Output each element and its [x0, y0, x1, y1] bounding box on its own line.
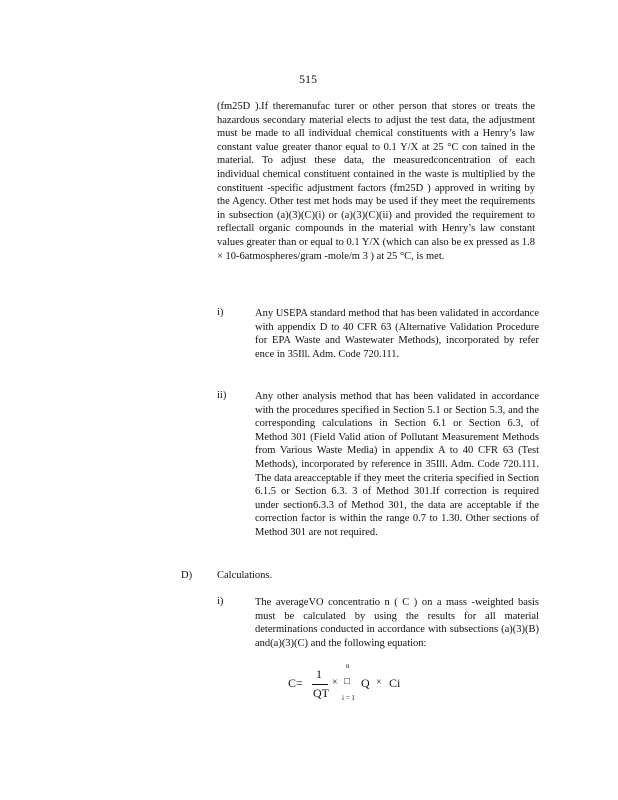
item-label-i: i) — [217, 307, 224, 318]
sum-lower-limit: i = 1 — [342, 694, 355, 702]
item-label-ii: ii) — [217, 390, 227, 401]
section-d-item-body: The averageVO concentratio n ( C ) on a mass -weighted basis must be calculated by using the results for all material determinations conducted in accordance with subsections (a)(3)(B) and(a)(3)(C) and the following equation: — [255, 597, 539, 649]
page-number: 515 — [299, 72, 317, 86]
section-d-item-label: i) — [217, 596, 224, 607]
intro-paragraph: (fm25D ).If theremanufac turer or other person that stores or treats the hazardous secondary material elects to adjust the test data, the adjustment must be made to all individual chemical constituents with a Henry’s law constant value greater thanor equal to 0.1 Y/X at 25 °C con tained in the material. To adjust these data, the measuredconcentration of each individual chemical constituent contained in the waste is multiplied by the constituent -specific adjustment factors (fm25D ) approved in writing by the Agency. Other test met hods may be used if they meet the requirements in subsection (a)(3)(C)(i) or (a)(3)(C)(ii) and provided the requirement to reflectall organic compounds in the material with Henry’s law constant values greater than or equal to 0.1 Y/X (which can also be ex pressed as 1.8 × 10-6atmospheres/gram -mole/m 3 ) at 25 °C, is met. — [217, 101, 535, 262]
section-d-heading: Calculations. — [217, 570, 273, 581]
equation-lhs: C= — [288, 676, 303, 690]
item-body-i: Any USEPA standard method that has been validated in accordance with appendix D to 40 CFR 63 (Alternative Validation Procedure for EPA Waste and Wastewater Methods), incorporated by refer ence in 35Ill. Adm. Code 720.111. — [255, 308, 539, 360]
equation-numerator: 1 — [316, 667, 322, 681]
equation — [288, 662, 418, 710]
equation-ci: Ci — [389, 676, 401, 690]
equation-q: Q — [361, 676, 370, 690]
times-sign: × — [332, 677, 338, 688]
times-sign-2: × — [376, 677, 382, 688]
item-body-ii: Any other analysis method that has been validated in accordance with the procedures specified in Section 5.1 or Section 5.3, and the corresponding calculations in Section 6.1 or Section 6.3, of Method 301 (Field Valid ation of Pollutant Measurement Methods from Various Waste Media) in appendix A to 40 CFR 63 (Test Methods), incorporated by reference in 35Ill. Adm. Code 720.111. The data areacceptable if they meet the criteria specified in Section 6.1.5 or Section 6.3. 3 of Method 301.If correction is required under section6.3.3 of Method 301, the data are acceptable if the correction factor is within the range 0.7 to 1.30. Other sections of Method 301 are not required. — [255, 391, 539, 538]
sum-upper-limit: n — [346, 662, 350, 670]
sum-symbol: □ — [344, 676, 351, 687]
fraction-bar — [312, 684, 328, 685]
section-d-label: D) — [181, 570, 193, 581]
equation-denominator: QT — [313, 686, 329, 700]
